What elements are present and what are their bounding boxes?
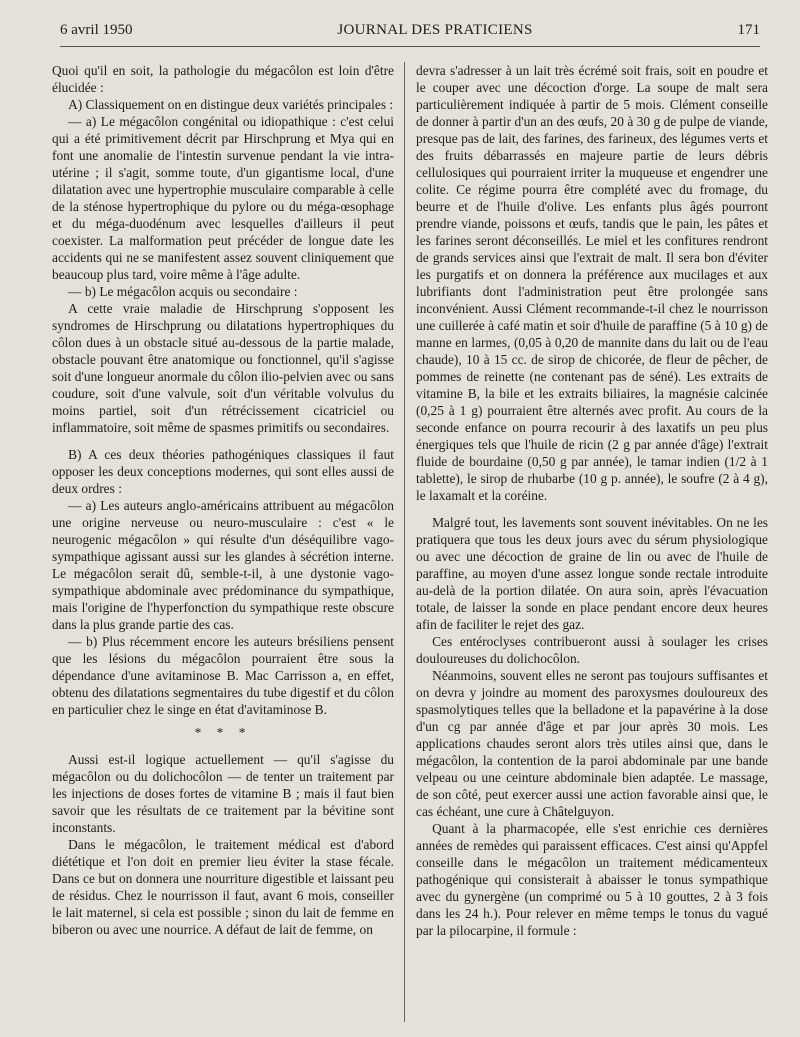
- journal-title: JOURNAL DES PRATICIENS: [337, 22, 533, 38]
- paragraph: A cette vraie maladie de Hirschprung s'opposent les syndromes de Hirschprung ou dilatations hypertrophiques du côlon dues à un obstacle situé au-dessous de la partie malade, obstacle pouvant être anatomique ou fonctionnel, qu'il s'agisse soit d'une longueur anormale du côlon ilio-pelvien avec ou sans coudure, soit d'une valvule, soit d'un véritable volvulus du moins partiel, soit d'un rétrécissement cicatriciel ou inflammatoire, soit même de spasmes primitifs ou secondaires.: [52, 301, 394, 435]
- issue-date: 6 avril 1950: [60, 22, 133, 38]
- paragraph: Quoi qu'il en soit, la pathologie du mégacôlon est loin d'être élucidée :: [52, 63, 394, 95]
- section-separator: * * *: [194, 725, 252, 740]
- running-header: [60, 22, 760, 48]
- paragraph: Dans le mégacôlon, le traitement médical est d'abord diététique et l'on doit en premier lieu éviter la stase fécale. Dans ce but on donnera une nourriture digestible et laissant peu de résidus. Chez le nourrisson il faut, avant 6 mois, conseiller le lait maternel, si cela est possible ; sinon du lait de femme en biberon ou avec une nourrice. A défaut de lait de femme, on: [52, 837, 394, 937]
- right-column: [416, 62, 768, 1022]
- paragraph: Malgré tout, les lavements sont souvent inévitables. On ne les pratiquera que tous les deux jours avec du sérum physiologique ou avec une décoction de graine de lin ou avec de l'huile de paraffine, au moyen d'une assez longue sonde rectale introduite au-delà de la portion dilatée. On aura soin, après l'évacuation totale, de laisser la sonde en place pendant encore deux heures afin de faciliter le rejet des gaz.: [416, 515, 768, 632]
- paragraph: B) A ces deux théories pathogéniques classiques il faut opposer les deux conceptions modernes, qui sont elles aussi de deux ordres :: [52, 447, 394, 496]
- column-divider: [404, 62, 405, 1022]
- left-column: [52, 62, 394, 1022]
- paragraph: — a) Le mégacôlon congénital ou idiopathique : c'est celui qui a été primitivement décrit par Hirschprung et Mya qui en font une anomalie de l'intestin survenue pendant la vie intra-utérine ; il s'agit, somme toute, d'un gigantisme local, d'une dilatation avec une hypertrophie musculaire comparable à celle de la sténose hypertrophique du pylore ou du méga-œsophage et du méga-duodénum avec lesquelles d'ailleurs il peut coexister. La malformation peut précéder de longue date les accidents qui ne se manifestent assez souvent cliniquement que beaucoup plus tard, voire même à l'âge adulte.: [52, 114, 394, 282]
- page-number: 171: [737, 22, 760, 38]
- paragraph: Aussi est-il logique actuellement — qu'il s'agisse du mégacôlon ou du dolichocôlon — de tenter un traitement par les injections de doses fortes de vitamine B ; mais il faut bien savoir que les résultats de ce traitement par la bévitine sont inconstants.: [52, 752, 394, 835]
- paragraph: A) Classiquement on en distingue deux variétés principales :: [68, 97, 394, 112]
- paragraph: devra s'adresser à un lait très écrémé soit frais, soit en poudre et le couper avec une décoction d'orge. La soupe de malt sera particulièrement indiquée à partir de 5 mois. Clément conseille de donner à partir d'un an des œufs, 20 à 30 g de pulpe de viande, presque pas de lait, des farines, des farineux, des légumes verts et des fruits débarrassés en majeure partie de leurs débris cellulosiques qui pourraient irriter la muqueuse et engendrer une colite. Ce régime pourra être complété avec du fromage, du beurre et de l'huile d'olive. Les enfants plus âgés pourront prendre viande, poissons et œufs, tandis que le pain, les pâtes et les farines seront déconseillés. Le miel et les confitures rendront de grands services ainsi que l'extrait de malt. Il sera bon d'éviter les purgatifs et on donnera la préférence aux mucilages et aux lubrifiants dont l'administration peut être prolongée sans inconvénient. Aussi Clément recommande-t-il chez le nourrisson une cuillerée à café matin et soir d'huile de paraffine (5 à 10 g) de manne en larmes, (0,05 à 0,20 de mannite dans du lait ou de l'eau chaude), 10 à 15 cc. de sirop de chicorée, de fleur de pêcher, de pommes de reinette (ne contenant pas de séné). Les extraits de vitamine B, la bile et les extraits biliaires, la magnésie calcinée (0,25 à 1 g) pourraient être alternés avec profit. Au cours de la seconde enfance on pourra recourir à des laxatifs un peu plus énergiques tels que l'huile de ricin (2 g par année d'âge) l'extrait fluide de bourdaine (0,50 g par année), le tamar indien (1/2 à 1 tablette), le sirop de rhubarbe (10 g p. année), le soufre (2 à 4 g), le laxamalt et la coréine.: [416, 63, 768, 503]
- header-rule: [60, 46, 760, 47]
- paragraph: — b) Le mégacôlon acquis ou secondaire :: [68, 284, 298, 299]
- paragraph: — b) Plus récemment encore les auteurs brésiliens pensent que les lésions du mégacôlon pourraient être sous la dépendance d'une avitaminose B. Mac Carrisson a, en effet, obtenu des dilatations segmentaires du tube digestif et du côlon en particulier chez le singe en état d'avitaminose B.: [52, 634, 394, 717]
- paragraph: Néanmoins, souvent elles ne seront pas toujours suffisantes et on devra y joindre au moment des paroxysmes douloureux des spasmolytiques telles que la belladone et la papavérine à la dose d'un cg par année d'âge et par jour après 30 mois. Les applications chaudes seront alors très utiles ainsi que, dans le mégacôlon, la contention de la paroi abdominale par une bande velpeau ou une ceinture abdominale bien adaptée. Le massage, de son côté, peut exercer aussi une action favorable ainsi que, le cas échéant, une cure à Châtelguyon.: [416, 668, 768, 819]
- paragraph: Quant à la pharmacopée, elle s'est enrichie ces dernières années de remèdes qui paraissent efficaces. C'est ainsi qu'Appfel conseille dans le mégacôlon un traitement médicamenteux pathogénique qui consisterait à abaisser le tonus sympathique avec du gynergène (un comprimé ou 5 à 10 gouttes, 2 à 3 fois dans les 24 h.). Pour relever en même temps le tonus du vagué par la pilocarpine, il formule :: [416, 821, 768, 938]
- paragraph: Ces entéroclyses contribueront aussi à soulager les crises douloureuses du dolichocôlon.: [416, 634, 768, 666]
- paragraph: — a) Les auteurs anglo-américains attribuent au mégacôlon une origine nerveuse ou neuro-musculaire : c'est « le neurogenic mégacôlon » qui résulte d'un déséquilibre vago-sympathique agissant aussi sur les glandes à sécrétion interne. Le mégacôlon serait dû, semble-t-il, à une dystonie vago-sympathique abdominale avec prédominance du sympathique, mais l'origine de l'hyperfonction du sympathique reste obscure dans la plus grande partie des cas.: [52, 498, 394, 632]
